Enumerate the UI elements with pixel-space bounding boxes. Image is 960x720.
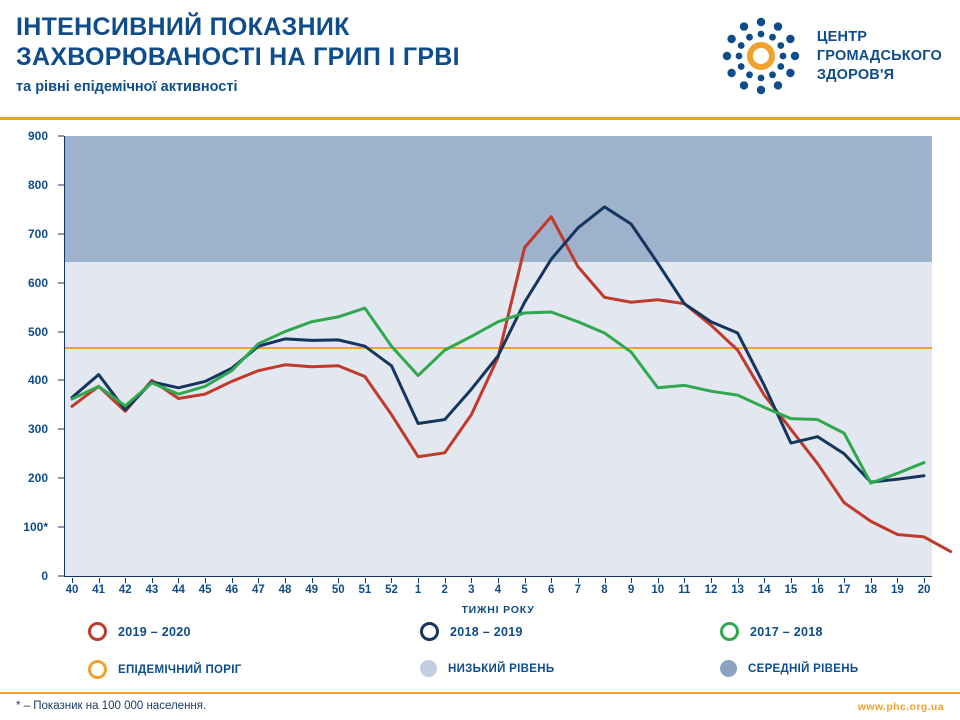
y-tick-label: 200 — [27, 471, 48, 486]
legend-ring-green-icon — [720, 622, 739, 641]
x-tick-label: 41 — [92, 584, 106, 596]
y-tick-label: 800 — [27, 177, 48, 192]
series-lines — [64, 136, 932, 576]
x-tick — [525, 578, 526, 583]
legend — [0, 618, 960, 690]
y-tick-label: 300 — [27, 422, 48, 437]
x-tick — [471, 578, 472, 583]
legend-item-threshold[interactable] — [88, 660, 242, 679]
title-line-2: ЗАХВОРЮВАНОСТІ НА ГРИП І ГРВІ — [16, 43, 460, 71]
x-tick-label: 16 — [811, 584, 824, 596]
x-tick-label: 20 — [917, 584, 931, 596]
page-subtitle: та рівні епідемічної активності — [16, 79, 238, 95]
x-tick-label: 47 — [251, 584, 265, 596]
legend-label-2018-2019: 2018 – 2019 — [450, 624, 523, 639]
x-tick — [72, 578, 73, 583]
legend-ring-orange-icon — [88, 660, 107, 679]
logo-text-line-2: ГРОМАДСЬКОГО — [816, 47, 942, 64]
logo-text — [817, 28, 942, 85]
x-tick — [844, 578, 845, 583]
x-axis-title: ТИЖНІ РОКУ — [461, 604, 535, 616]
x-axis-labels — [64, 578, 932, 602]
footer-divider — [0, 692, 960, 694]
x-tick — [605, 578, 606, 583]
x-tick — [205, 578, 206, 583]
x-tick — [871, 578, 872, 583]
logo-text-line-1: ЦЕНТР — [816, 28, 868, 45]
x-tick-label: 43 — [145, 584, 159, 596]
x-tick — [924, 578, 925, 583]
x-tick-label: 18 — [864, 584, 878, 596]
x-tick — [445, 578, 446, 583]
legend-dot-low-icon — [420, 660, 437, 677]
legend-item-low-level[interactable] — [420, 660, 554, 677]
x-tick-label: 2 — [441, 584, 448, 596]
legend-label-threshold: ЕПІДЕМІЧНИЙ ПОРІГ — [118, 663, 242, 676]
x-tick-label: 42 — [118, 584, 132, 596]
x-tick-label: 11 — [678, 584, 691, 596]
logo-text-line-3: ЗДОРОВ'Я — [816, 66, 895, 83]
legend-label-medium-level: СЕРЕДНІЙ РІВЕНЬ — [748, 662, 859, 675]
x-tick-label: 14 — [757, 584, 771, 596]
x-tick-label: 9 — [627, 584, 635, 596]
legend-item-medium-level[interactable] — [720, 660, 858, 677]
legend-item-2019-2020[interactable] — [88, 622, 191, 641]
x-tick — [738, 578, 739, 583]
y-tick-label: 600 — [27, 275, 48, 290]
x-tick-label: 10 — [651, 584, 665, 596]
x-tick — [312, 578, 313, 583]
y-axis-labels — [0, 126, 60, 586]
page-title — [16, 12, 656, 96]
y-tick-label: 100* — [23, 520, 48, 535]
x-tick — [285, 578, 286, 583]
x-tick — [764, 578, 765, 583]
x-tick — [365, 578, 366, 583]
x-tick — [418, 578, 419, 583]
x-tick — [338, 578, 339, 583]
x-tick-label: 45 — [198, 584, 212, 596]
x-tick-label: 52 — [385, 584, 398, 596]
x-tick-label: 15 — [784, 584, 798, 596]
x-tick — [232, 578, 233, 583]
x-tick — [391, 578, 392, 583]
x-tick-label: 7 — [574, 584, 582, 596]
x-tick-label: 6 — [548, 584, 555, 596]
x-tick — [498, 578, 499, 583]
x-tick-label: 12 — [704, 584, 718, 596]
x-tick — [684, 578, 685, 583]
x-tick — [897, 578, 898, 583]
legend-dot-medium-icon — [720, 660, 737, 677]
x-tick-label: 3 — [468, 584, 475, 596]
x-tick-label: 51 — [358, 584, 372, 596]
x-tick — [711, 578, 712, 583]
legend-item-2017-2018[interactable] — [720, 622, 823, 641]
legend-label-2019-2020: 2019 – 2020 — [118, 624, 191, 639]
x-tick-label: 40 — [65, 584, 79, 596]
y-tick-label: 500 — [27, 324, 48, 339]
x-tick-label: 1 — [414, 584, 422, 596]
x-tick-label: 4 — [494, 584, 502, 596]
header-divider — [0, 117, 960, 120]
legend-ring-red-icon — [88, 622, 107, 641]
x-tick — [125, 578, 126, 583]
y-tick-label: 0 — [41, 569, 48, 583]
legend-ring-navy-icon — [420, 622, 439, 641]
logo-sunburst-icon — [719, 14, 803, 98]
x-tick-label: 17 — [837, 584, 851, 596]
x-tick — [178, 578, 179, 583]
x-tick-label: 13 — [731, 584, 745, 596]
x-tick — [551, 578, 552, 583]
title-line-1: ІНТЕНСИВНИЙ ПОКАЗНИК — [16, 13, 350, 41]
x-tick-label: 48 — [278, 584, 292, 596]
x-tick — [99, 578, 100, 583]
x-tick — [818, 578, 819, 583]
y-tick-label: 900 — [27, 129, 48, 143]
x-tick — [631, 578, 632, 583]
x-axis — [64, 576, 932, 577]
x-tick — [578, 578, 579, 583]
x-tick — [791, 578, 792, 583]
legend-row-series — [0, 622, 960, 652]
x-tick-label: 46 — [225, 584, 239, 596]
x-tick-label: 44 — [172, 584, 185, 596]
legend-label-2017-2018: 2017 – 2018 — [750, 624, 823, 639]
x-tick — [152, 578, 153, 583]
y-tick-label: 400 — [27, 373, 48, 388]
x-tick-label: 19 — [890, 584, 904, 596]
logo — [719, 12, 942, 100]
series-line — [72, 217, 951, 552]
x-tick-label: 5 — [521, 584, 528, 596]
header — [0, 0, 960, 118]
x-tick-label: 8 — [601, 584, 608, 596]
legend-label-low-level: НИЗЬКИЙ РІВЕНЬ — [448, 662, 555, 675]
chart — [0, 126, 960, 616]
x-tick — [658, 578, 659, 583]
series-line — [72, 207, 924, 482]
y-tick-label: 700 — [27, 226, 48, 241]
website-link[interactable]: www.phc.org.ua — [857, 701, 944, 713]
footnote: * – Показник на 100 000 населення. — [16, 700, 207, 712]
legend-item-2018-2019[interactable] — [420, 622, 523, 641]
legend-row-levels — [0, 660, 960, 690]
x-tick — [258, 578, 259, 583]
x-tick-label: 50 — [331, 584, 345, 596]
x-tick-label: 49 — [305, 584, 319, 596]
